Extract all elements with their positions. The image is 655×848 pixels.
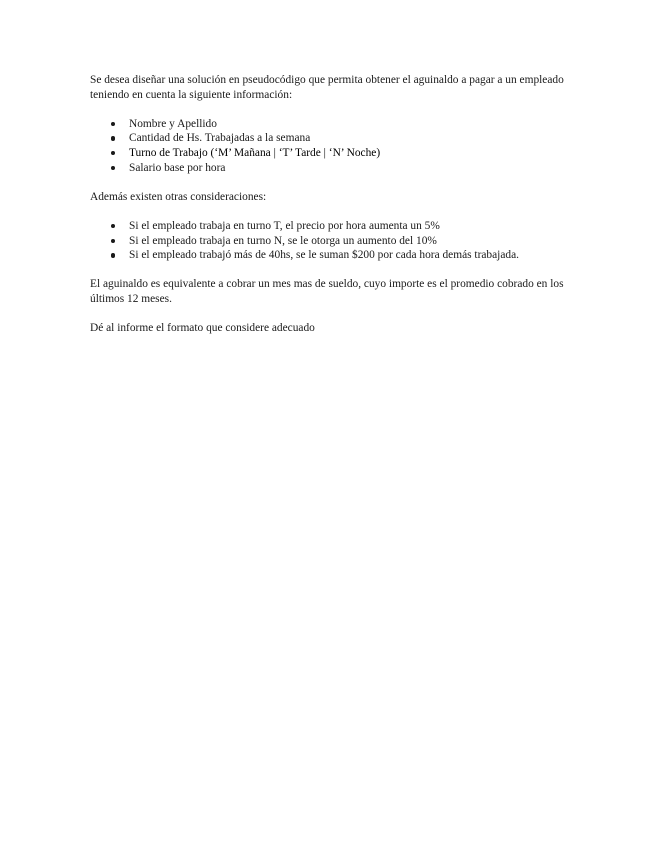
list-item: Si el empleado trabajó más de 40hs, se le suman $200 por cada hora demás trabajada. <box>90 248 580 263</box>
list-item: Salario base por hora <box>90 161 580 176</box>
list-item: Si el empleado trabaja en turno T, el precio por hora aumenta un 5% <box>90 219 580 234</box>
list-item: Turno de Trabajo (‘M’ Mañana | ‘T’ Tarde | ‘N’ Noche) <box>90 146 580 161</box>
considerations-list <box>90 219 580 263</box>
intro-paragraph: Se desea diseñar una solución en pseudocódigo que permita obtener el aguinaldo a pagar a un empleado teniendo en cuenta la siguiente información: <box>90 74 564 101</box>
list-item: Cantidad de Hs. Trabajadas a la semana <box>90 131 580 146</box>
considerations-heading: Además existen otras consideraciones: <box>90 190 267 203</box>
document-body <box>90 73 580 336</box>
aguinaldo-paragraph: El aguinaldo es equivalente a cobrar un mes mas de sueldo, cuyo importe es el promedio cobrado en los últimos 12 meses. <box>90 278 564 305</box>
format-paragraph: Dé al informe el formato que considere adecuado <box>90 322 315 335</box>
list-item: Si el empleado trabaja en turno N, se le otorga un aumento del 10% <box>90 234 580 249</box>
list-item: Nombre y Apellido <box>90 117 580 132</box>
info-list <box>90 117 580 175</box>
